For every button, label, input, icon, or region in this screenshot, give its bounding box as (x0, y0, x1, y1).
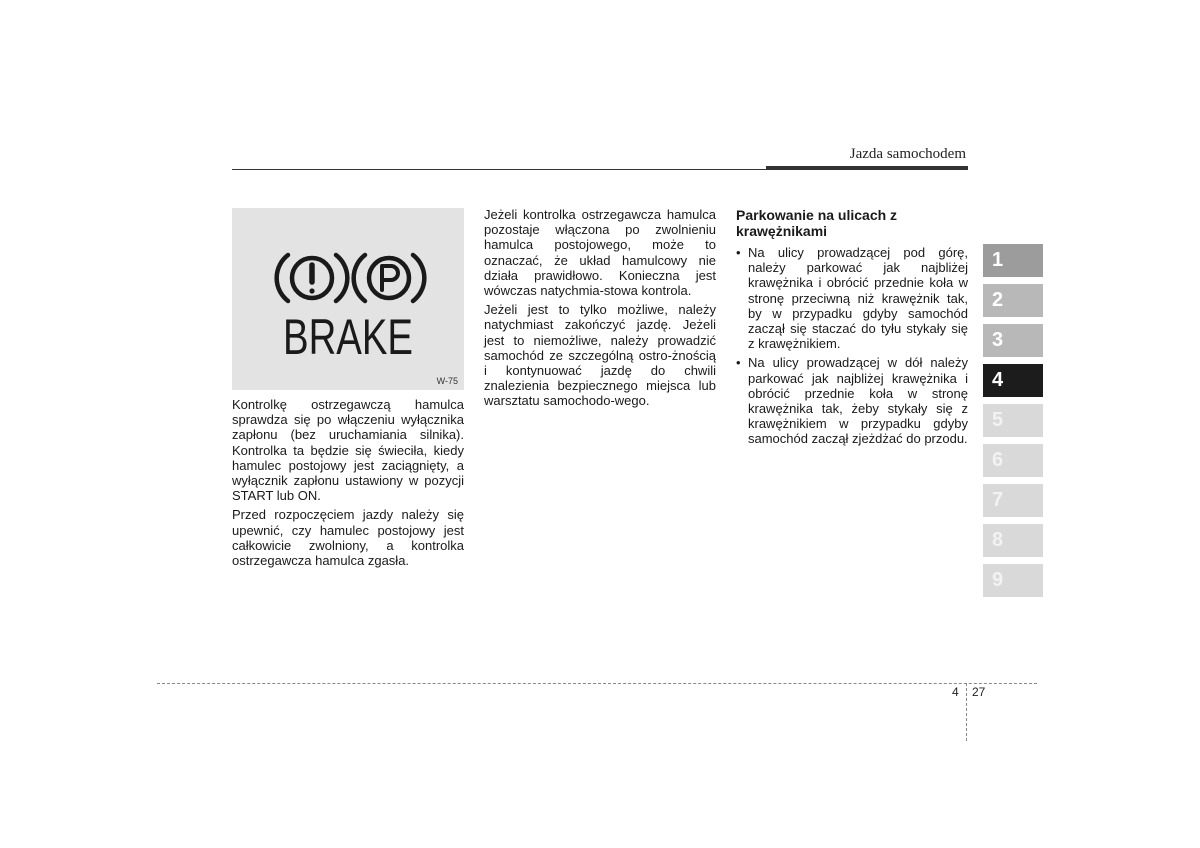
chapter-tab-2[interactable]: 2 (983, 284, 1043, 317)
text-column-2 (484, 207, 716, 413)
paragraph: Jeżeli jest to tylko możliwe, należy natychmiast zakończyć jazdę. Jeżeli jest to niemożliwe, należy prowadzić samochód ze szczególną ostro-żnością i kontynuować jazdę do chwili znalezienia bezpiecznego miejsca lub warsztatu samochodo-wego. (484, 302, 716, 409)
text-column-1 (232, 397, 464, 572)
chapter-tab-5[interactable]: 5 (983, 404, 1043, 437)
chapter-tab-9[interactable]: 9 (983, 564, 1043, 597)
chapter-tab-7[interactable]: 7 (983, 484, 1043, 517)
chapter-tabs (983, 244, 1043, 604)
page-chapter: 4 (952, 685, 959, 699)
parking-p-icon (354, 255, 425, 301)
chapter-tab-8[interactable]: 8 (983, 524, 1043, 557)
paragraph: Przed rozpoczęciem jazdy należy się upewnić, czy hamulec postojowy jest całkowicie zwolniony, a kontrolka ostrzegawcza hamulca zgasła. (232, 507, 464, 569)
page-header-title: Jazda samochodem (849, 146, 966, 162)
brake-warning-illustration (232, 208, 464, 390)
chapter-tab-4[interactable]: 4 (983, 364, 1043, 397)
figure-code: W-75 (436, 376, 458, 386)
page-number: 27 (972, 685, 986, 699)
chapter-tab-3[interactable]: 3 (983, 324, 1043, 357)
paragraph: Jeżeli kontrolka ostrzegawcza hamulca pozostaje włączona po zwolnieniu hamulca postojowego, może to oznaczać, że układ hamulcowy nie działa prawidłowo. Konieczna jest wówczas natychmia-stowa kontrola. (484, 207, 716, 299)
bullet-item: • Na ulicy prowadzącej pod górę, należy parkować jak najbliżej krawężnika i obrócić przednie koła w stronę przeciwną niż krawężnik tak, by w przypadku gdyby samochód zaczął się staczać do tyłu stykały się z krawężnikiem. (736, 245, 968, 351)
header-rule-accent (766, 166, 968, 170)
paragraph: Kontrolkę ostrzegawczą hamulca sprawdza się po włączeniu wyłącznika zapłonu (bez uruchamiania silnika). Kontrolka ta będzie się świeciła, kiedy hamulec postojowy jest zaciągnięty, a wyłącznik zapłonu ustawiony w pozycji START lub ON. (232, 397, 464, 504)
footer-rule (157, 683, 1037, 684)
exclamation-circle-icon (277, 255, 348, 301)
brake-warning-figure (232, 208, 464, 390)
section-heading: Parkowanie na ulicach z krawężnikami (736, 207, 898, 239)
text-column-3 (736, 207, 968, 451)
chapter-tab-6[interactable]: 6 (983, 444, 1043, 477)
footer-divider (966, 683, 967, 741)
chapter-tab-1[interactable]: 1 (983, 244, 1043, 277)
brake-label: BRAKE (283, 309, 413, 365)
bullet-item: • Na ulicy prowadzącej w dół należy parkować jak najbliżej krawężnika i obrócić przednie koła w stronę krawężnika tak, żeby stykały się z krawężnikiem w przypadku gdyby samochód zaczął zjeżdżać do przodu. (736, 355, 968, 446)
